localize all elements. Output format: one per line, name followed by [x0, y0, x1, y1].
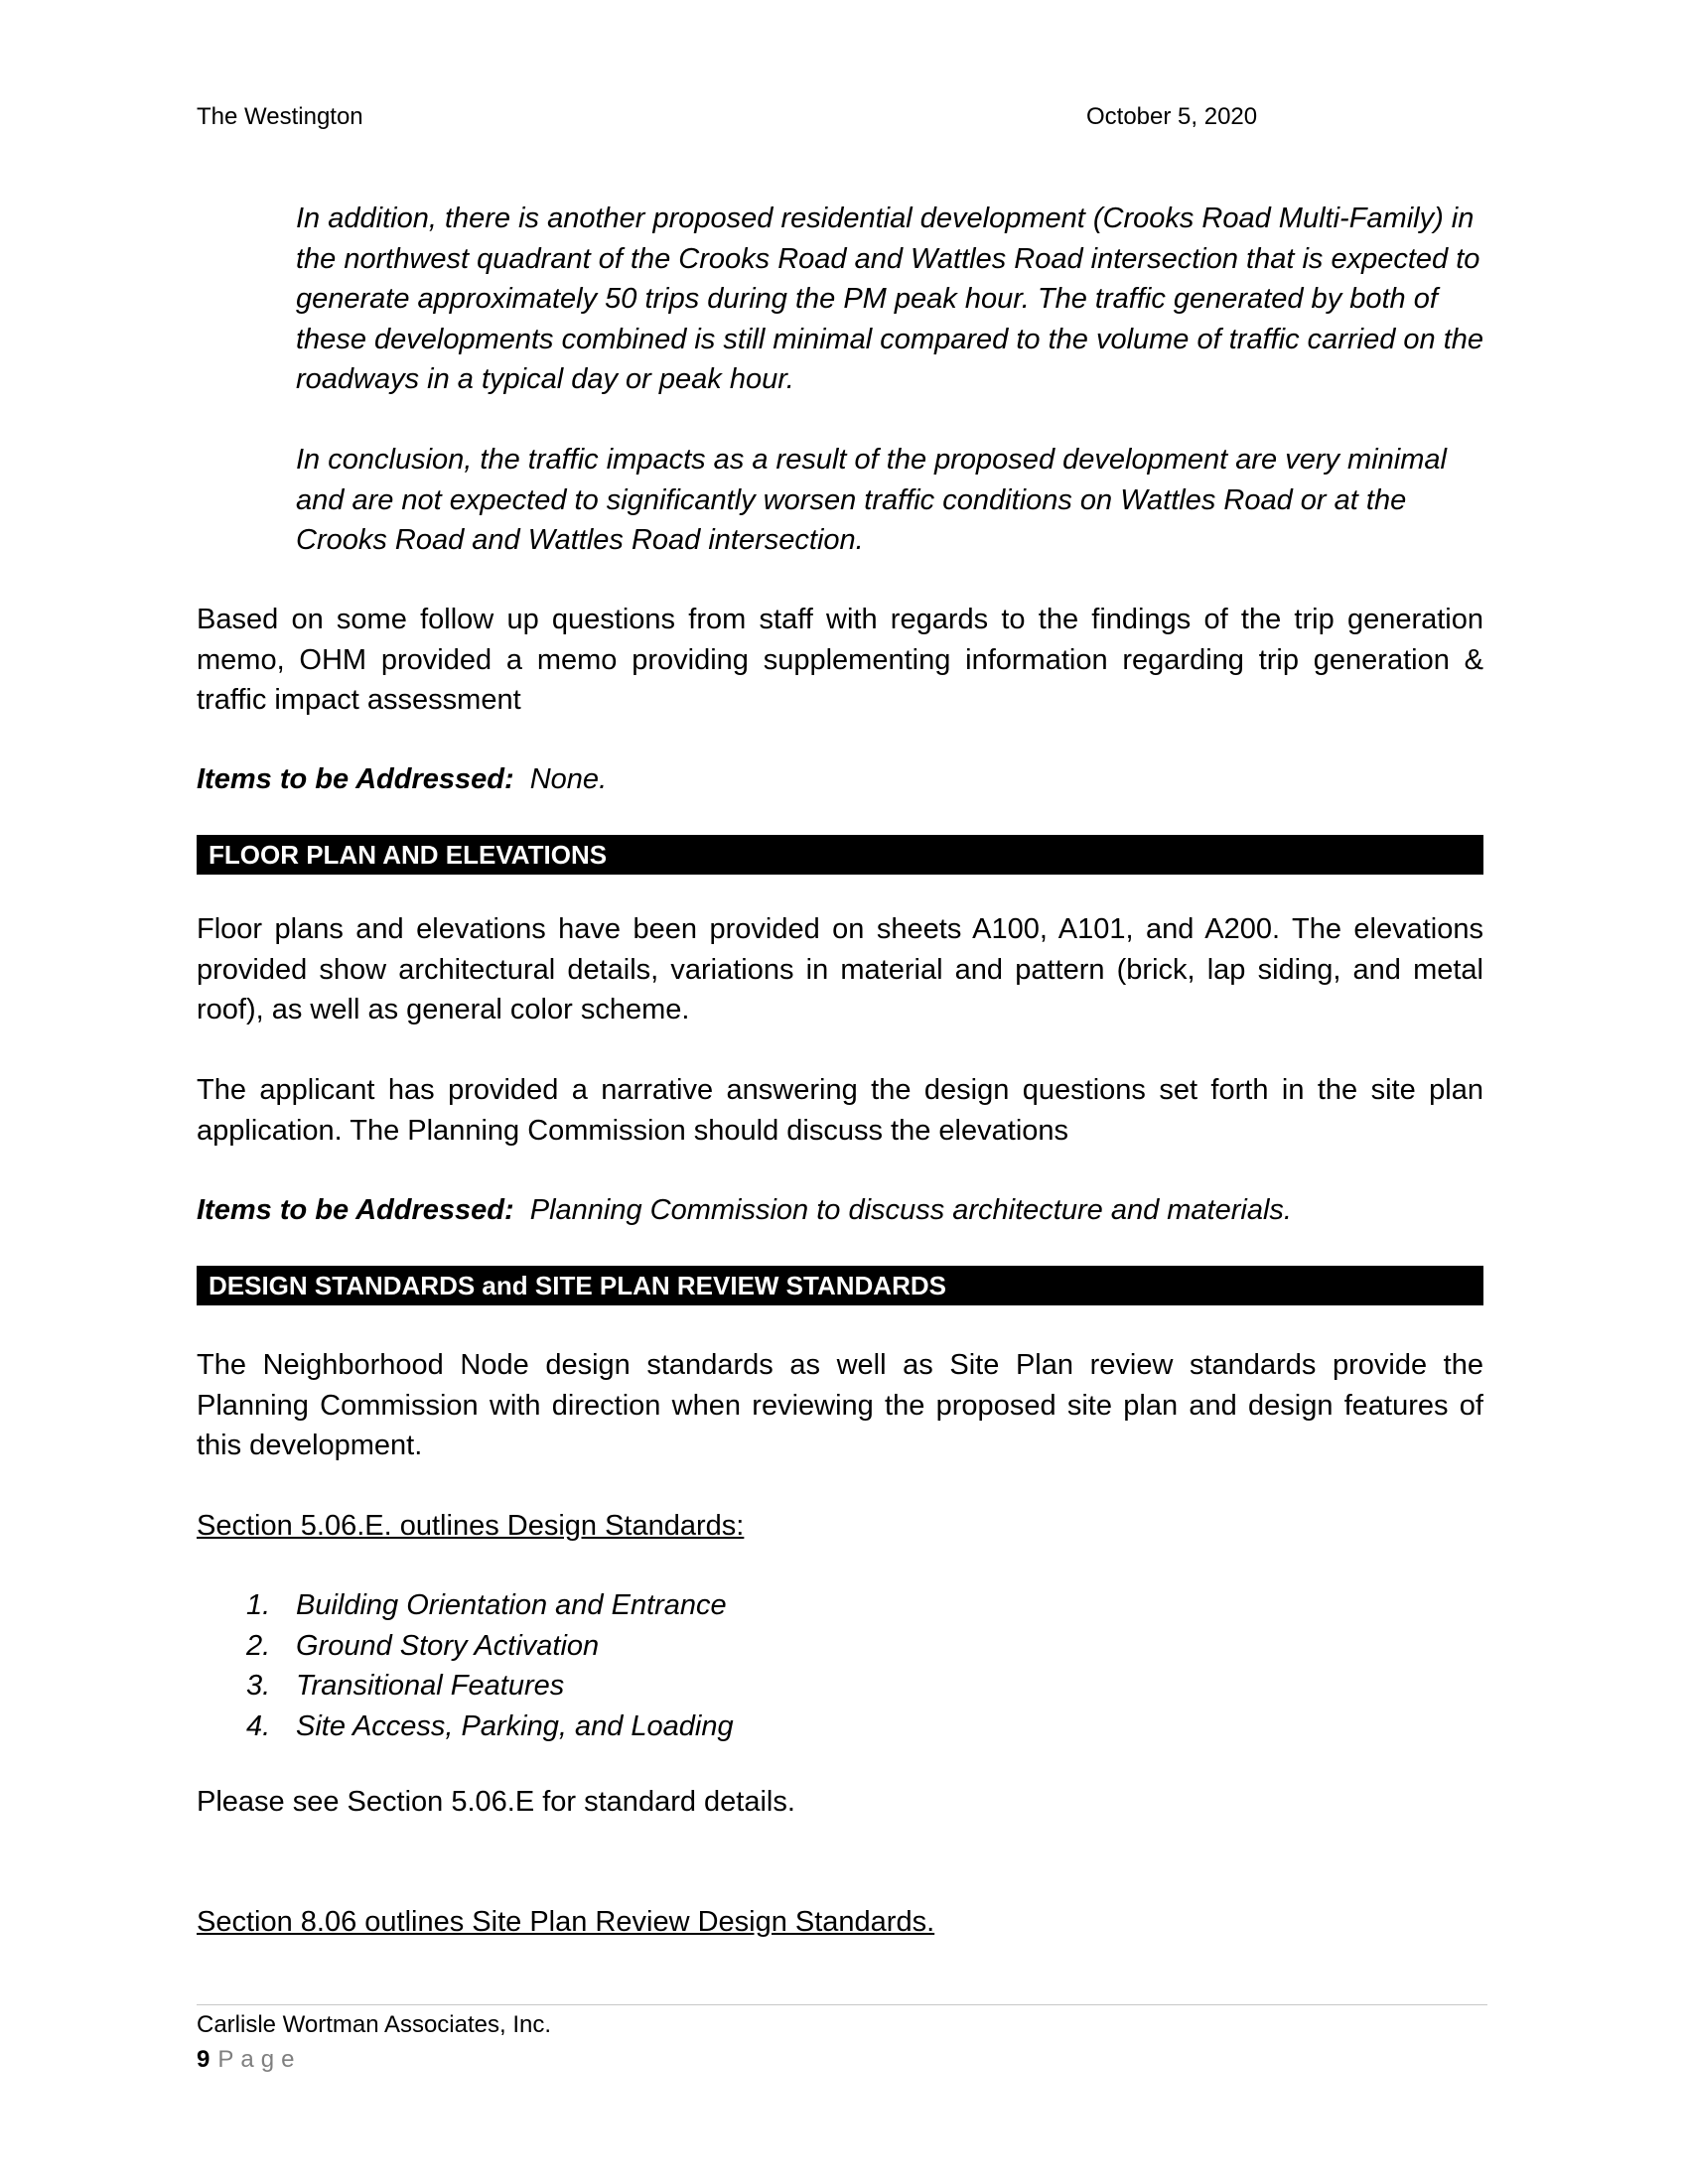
section-heading-floor-plan: FLOOR PLAN AND ELEVATIONS	[197, 835, 1483, 875]
section-506-heading: Section 5.06.E. outlines Design Standards:	[197, 1510, 745, 1542]
quote-paragraph-1: In addition, there is another proposed residential development (Crooks Road Multi-Family) in the northwest quadrant of the Crooks Road and Wattles Road intersection that is expected to generate approximately 50 trips during the PM peak hour. The traffic generated by both of these developments combined is still minimal compared to the volume of traffic carried on the roadways in a typical day or peak hour.	[296, 203, 1484, 395]
items-value: Planning Commission to discuss architecture and materials.	[529, 1194, 1292, 1226]
footer-page-number	[197, 2045, 301, 2075]
items-label: Items to be Addressed:	[197, 1194, 514, 1226]
list-text: Ground Story Activation	[296, 1629, 600, 1662]
list-number: 4.	[246, 1709, 271, 1742]
followup-paragraph: Based on some follow up questions from staff with regards to the findings of the trip generation memo, OHM provided a memo providing supplementing information regarding trip generation & traffic impact assessment	[197, 604, 1483, 716]
list-text: Transitional Features	[296, 1670, 565, 1702]
footer-divider	[197, 2004, 1487, 2005]
floor-plan-paragraph-2: The applicant has provided a narrative answering the design questions set forth in the site plan application. The Planning Commission should discuss the elevations	[197, 1074, 1483, 1147]
section-806-heading: Section 8.06 outlines Site Plan Review Design Standards.	[197, 1906, 935, 1938]
list-number: 3.	[246, 1670, 271, 1702]
list-number: 2.	[246, 1629, 271, 1662]
items-to-be-addressed-2	[197, 1190, 1483, 1231]
section-heading-design-standards: DESIGN STANDARDS and SITE PLAN REVIEW STANDARDS	[197, 1266, 1483, 1305]
footer-company: Carlisle Wortman Associates, Inc.	[197, 2011, 552, 2038]
floor-plan-paragraph-1: Floor plans and elevations have been provided on sheets A100, A101, and A200. The elevations provided show architectural details, variations in material and pattern (brick, lap siding, and metal roof), as well as general color scheme.	[197, 913, 1483, 1025]
list-text: Building Orientation and Entrance	[296, 1589, 727, 1621]
design-standards-paragraph: The Neighborhood Node design standards as well as Site Plan review standards provide the Planning Commission with direction when reviewing the proposed site plan and design features of this development.	[197, 1349, 1483, 1461]
please-see-paragraph: Please see Section 5.06.E for standard details.	[197, 1786, 795, 1818]
page-number: 9	[197, 2046, 211, 2073]
items-label: Items to be Addressed:	[197, 763, 514, 795]
list-number: 1.	[246, 1589, 271, 1621]
items-to-be-addressed-1	[197, 759, 1483, 800]
items-value: None.	[529, 763, 608, 795]
quote-paragraph-2: In conclusion, the traffic impacts as a result of the proposed development are very minimal and are not expected to significantly worsen traffic conditions on Wattles Road or at the Crooks Road and Wattles Road intersection.	[296, 444, 1447, 556]
page-label: Page	[217, 2046, 302, 2073]
list-text: Site Access, Parking, and Loading	[296, 1709, 734, 1742]
header-date: October 5, 2020	[1086, 103, 1258, 130]
header-title: The Westington	[197, 103, 363, 130]
